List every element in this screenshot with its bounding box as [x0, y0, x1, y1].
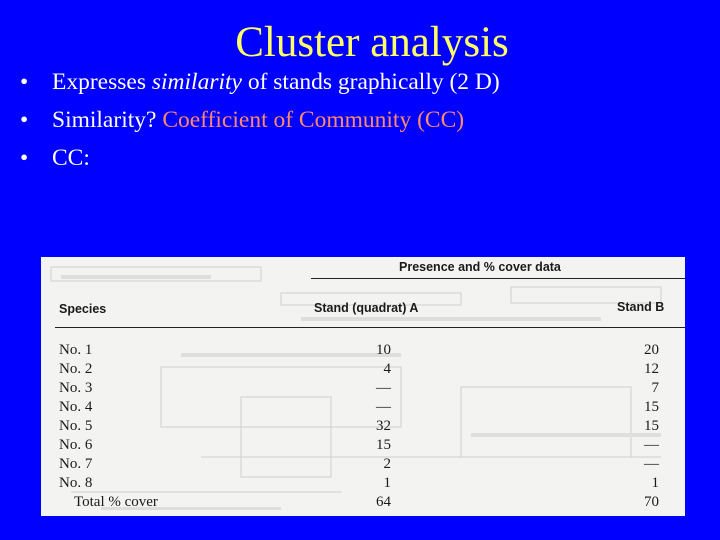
column-header-species: Species — [59, 302, 107, 316]
bullet-item — [20, 104, 500, 142]
stand-a-cover: 10 — [376, 342, 391, 358]
species-name: No. 5 — [59, 418, 93, 434]
slide-title: Cluster analysis — [235, 19, 509, 66]
bullet-text: Similarity? — [52, 107, 163, 133]
column-header-stand-b: Stand B — [617, 300, 665, 314]
total-stand-b: 70 — [644, 494, 659, 510]
species-name: No. 1 — [59, 342, 93, 358]
stand-a-cover: 4 — [383, 361, 391, 377]
stand-a-cover: 32 — [376, 418, 391, 434]
column-header-stand-a: Stand (quadrat) A — [314, 301, 419, 315]
stand-b-cover: — — [644, 456, 659, 472]
species-name: No. 3 — [59, 380, 93, 396]
stand-b-cover: 7 — [651, 380, 659, 396]
species-name: No. 2 — [59, 361, 93, 377]
stand-b-cover: 12 — [644, 361, 659, 377]
header-rule — [55, 327, 685, 328]
bullet-icon: • — [20, 145, 29, 171]
bullet-text: Expresses — [52, 69, 152, 95]
stand-a-cover: 15 — [376, 437, 391, 453]
caption-rule — [311, 278, 685, 279]
stand-a-cover: — — [376, 399, 391, 415]
total-stand-a: 64 — [376, 494, 391, 510]
species-name: No. 7 — [59, 456, 93, 472]
species-name: No. 6 — [59, 437, 93, 453]
bullet-list — [20, 66, 500, 180]
scanned-table — [41, 257, 685, 516]
bullet-icon: • — [20, 69, 29, 95]
stand-b-cover: 15 — [644, 418, 659, 434]
bullet-emphasis: similarity — [151, 69, 242, 95]
stand-b-cover: — — [644, 437, 659, 453]
bullet-accent: Coefficient of Community (CC) — [162, 107, 465, 133]
table-caption: Presence and % cover data — [399, 260, 561, 274]
stand-b-cover: 20 — [644, 342, 659, 358]
bullet-text: CC: — [52, 145, 90, 171]
stand-a-cover: — — [376, 380, 391, 396]
total-label: Total % cover — [74, 494, 158, 510]
bullet-text: of stands graphically (2 D) — [241, 69, 500, 95]
species-name: No. 8 — [59, 475, 93, 491]
stand-b-cover: 1 — [651, 475, 659, 491]
stand-a-cover: 2 — [383, 456, 391, 472]
bullet-icon: • — [20, 107, 29, 133]
bullet-item — [20, 142, 500, 180]
species-name: No. 4 — [59, 399, 93, 415]
stand-b-cover: 15 — [644, 399, 659, 415]
bullet-item — [20, 66, 500, 104]
stand-a-cover: 1 — [383, 475, 391, 491]
